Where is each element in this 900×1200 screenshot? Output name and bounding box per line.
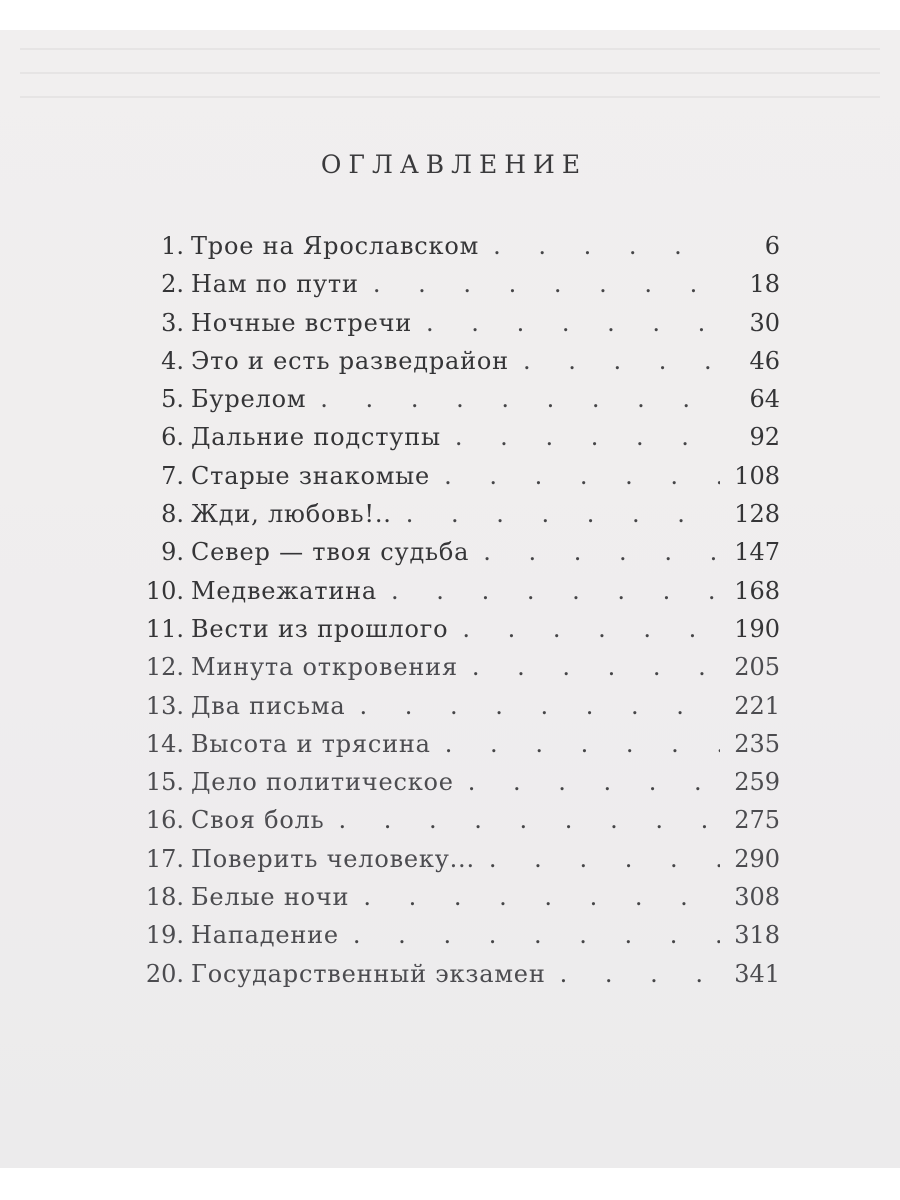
toc-entry: [128, 763, 788, 801]
toc-entry: [128, 916, 788, 954]
chapter-title: Два письма: [191, 691, 346, 720]
dot-leader: [546, 955, 720, 993]
chapter-title: Высота и трясина: [191, 729, 431, 758]
page-number: 30: [749, 308, 780, 337]
page-number: 235: [734, 729, 780, 758]
page-title: ОГЛАВЛЕНИЕ: [320, 150, 588, 179]
table-of-contents: [128, 227, 788, 993]
chapter-number: 2.: [161, 270, 184, 299]
toc-entry: [128, 457, 788, 495]
toc-entry: [128, 610, 788, 648]
toc-entry: [128, 725, 788, 763]
chapter-number: 15.: [145, 768, 184, 797]
dot-leader: [377, 572, 720, 610]
page-number: 341: [734, 959, 780, 988]
bleed-through-text-line: [20, 96, 880, 98]
page-number: 128: [734, 500, 780, 529]
page-number: 205: [734, 653, 780, 682]
toc-entry: [128, 418, 788, 456]
chapter-number: 7.: [161, 461, 184, 490]
chapter-number: 14.: [145, 729, 184, 758]
dot-leader: [359, 265, 720, 303]
chapter-title: Дело политическое: [191, 768, 454, 797]
chapter-number: 9.: [161, 538, 184, 567]
page-number: 259: [734, 768, 780, 797]
dot-leader: [325, 801, 720, 839]
chapter-title: Минута откровения: [191, 653, 458, 682]
chapter-title: Трое на Ярославском: [191, 232, 480, 260]
chapter-number: 4.: [161, 346, 184, 375]
chapter-number: 3.: [161, 308, 184, 337]
toc-entry: [128, 533, 788, 571]
dot-leader: [454, 763, 720, 801]
page-number: 221: [734, 691, 780, 720]
chapter-title: Своя боль: [191, 806, 325, 835]
chapter-number: 18.: [145, 883, 184, 912]
page-number: 64: [749, 385, 780, 414]
chapter-title: Поверить человеку...: [191, 844, 475, 873]
bleed-through-text-line: [20, 72, 880, 74]
dot-leader: [392, 495, 720, 533]
dot-leader: [475, 840, 720, 878]
book-page: [0, 30, 900, 1168]
chapter-title: Жди, любовь!..: [191, 500, 392, 529]
chapter-number: 11.: [145, 614, 184, 643]
chapter-number: 13.: [145, 691, 184, 720]
dot-leader: [339, 916, 720, 954]
dot-leader: [509, 342, 720, 380]
page-number: 190: [734, 614, 780, 643]
chapter-title: Бурелом: [191, 385, 307, 414]
chapter-title: Медвежатина: [191, 576, 378, 605]
dot-leader: [345, 687, 720, 725]
chapter-title: Нам по пути: [191, 270, 359, 299]
page-number: 290: [734, 844, 780, 873]
toc-entry: [128, 304, 788, 342]
dot-leader: [441, 418, 720, 456]
page-number: 18: [749, 270, 780, 299]
dot-leader: [306, 380, 720, 418]
chapter-title: Дальние подступы: [191, 423, 441, 452]
chapter-title: Государственный экзамен: [191, 959, 546, 988]
chapter-number: 12.: [145, 653, 184, 682]
chapter-number: 5.: [161, 385, 184, 414]
toc-entry: [128, 495, 788, 533]
chapter-number: 1.: [161, 232, 184, 260]
dot-leader: [412, 304, 720, 342]
toc-entry: [128, 227, 788, 265]
chapter-title: Нападение: [191, 921, 339, 950]
chapter-number: 8.: [161, 500, 184, 529]
toc-entry: [128, 801, 788, 839]
dot-leader: [448, 610, 720, 648]
chapter-title: Ночные встречи: [191, 308, 413, 337]
page-number: 168: [734, 576, 780, 605]
page-number: 92: [749, 423, 780, 452]
dot-leader: [458, 648, 720, 686]
page-number: 6: [764, 232, 780, 260]
toc-entry: [128, 265, 788, 303]
page-number: 308: [734, 883, 780, 912]
toc-entry: [128, 955, 788, 993]
page-number: 147: [734, 538, 780, 567]
dot-leader: [469, 533, 720, 571]
dot-leader: [349, 878, 720, 916]
toc-entry: [128, 878, 788, 916]
chapter-title: Старые знакомые: [191, 461, 431, 490]
chapter-number: 6.: [161, 423, 184, 452]
page-number: 108: [734, 461, 780, 490]
toc-entry: [128, 840, 788, 878]
chapter-title: Это и есть разведрайон: [191, 346, 509, 375]
chapter-number: 10.: [145, 576, 184, 605]
dot-leader: [431, 725, 720, 763]
chapter-number: 17.: [145, 844, 184, 873]
page-number: 275: [734, 806, 780, 835]
toc-entry: [128, 648, 788, 686]
chapter-title: Белые ночи: [191, 883, 350, 912]
bleed-through-text-line: [20, 48, 880, 50]
toc-entry: [128, 342, 788, 380]
dot-leader: [430, 457, 720, 495]
toc-entry: [128, 687, 788, 725]
dot-leader: [479, 227, 720, 265]
chapter-title: Север — твоя судьба: [191, 538, 470, 567]
page-number: 318: [734, 921, 780, 950]
chapter-number: 20.: [145, 959, 184, 988]
toc-entry: [128, 380, 788, 418]
chapter-number: 19.: [145, 921, 184, 950]
page-number: 46: [749, 346, 780, 375]
toc-entry: [128, 572, 788, 610]
chapter-title: Вести из прошлого: [191, 614, 449, 643]
chapter-number: 16.: [145, 806, 184, 835]
